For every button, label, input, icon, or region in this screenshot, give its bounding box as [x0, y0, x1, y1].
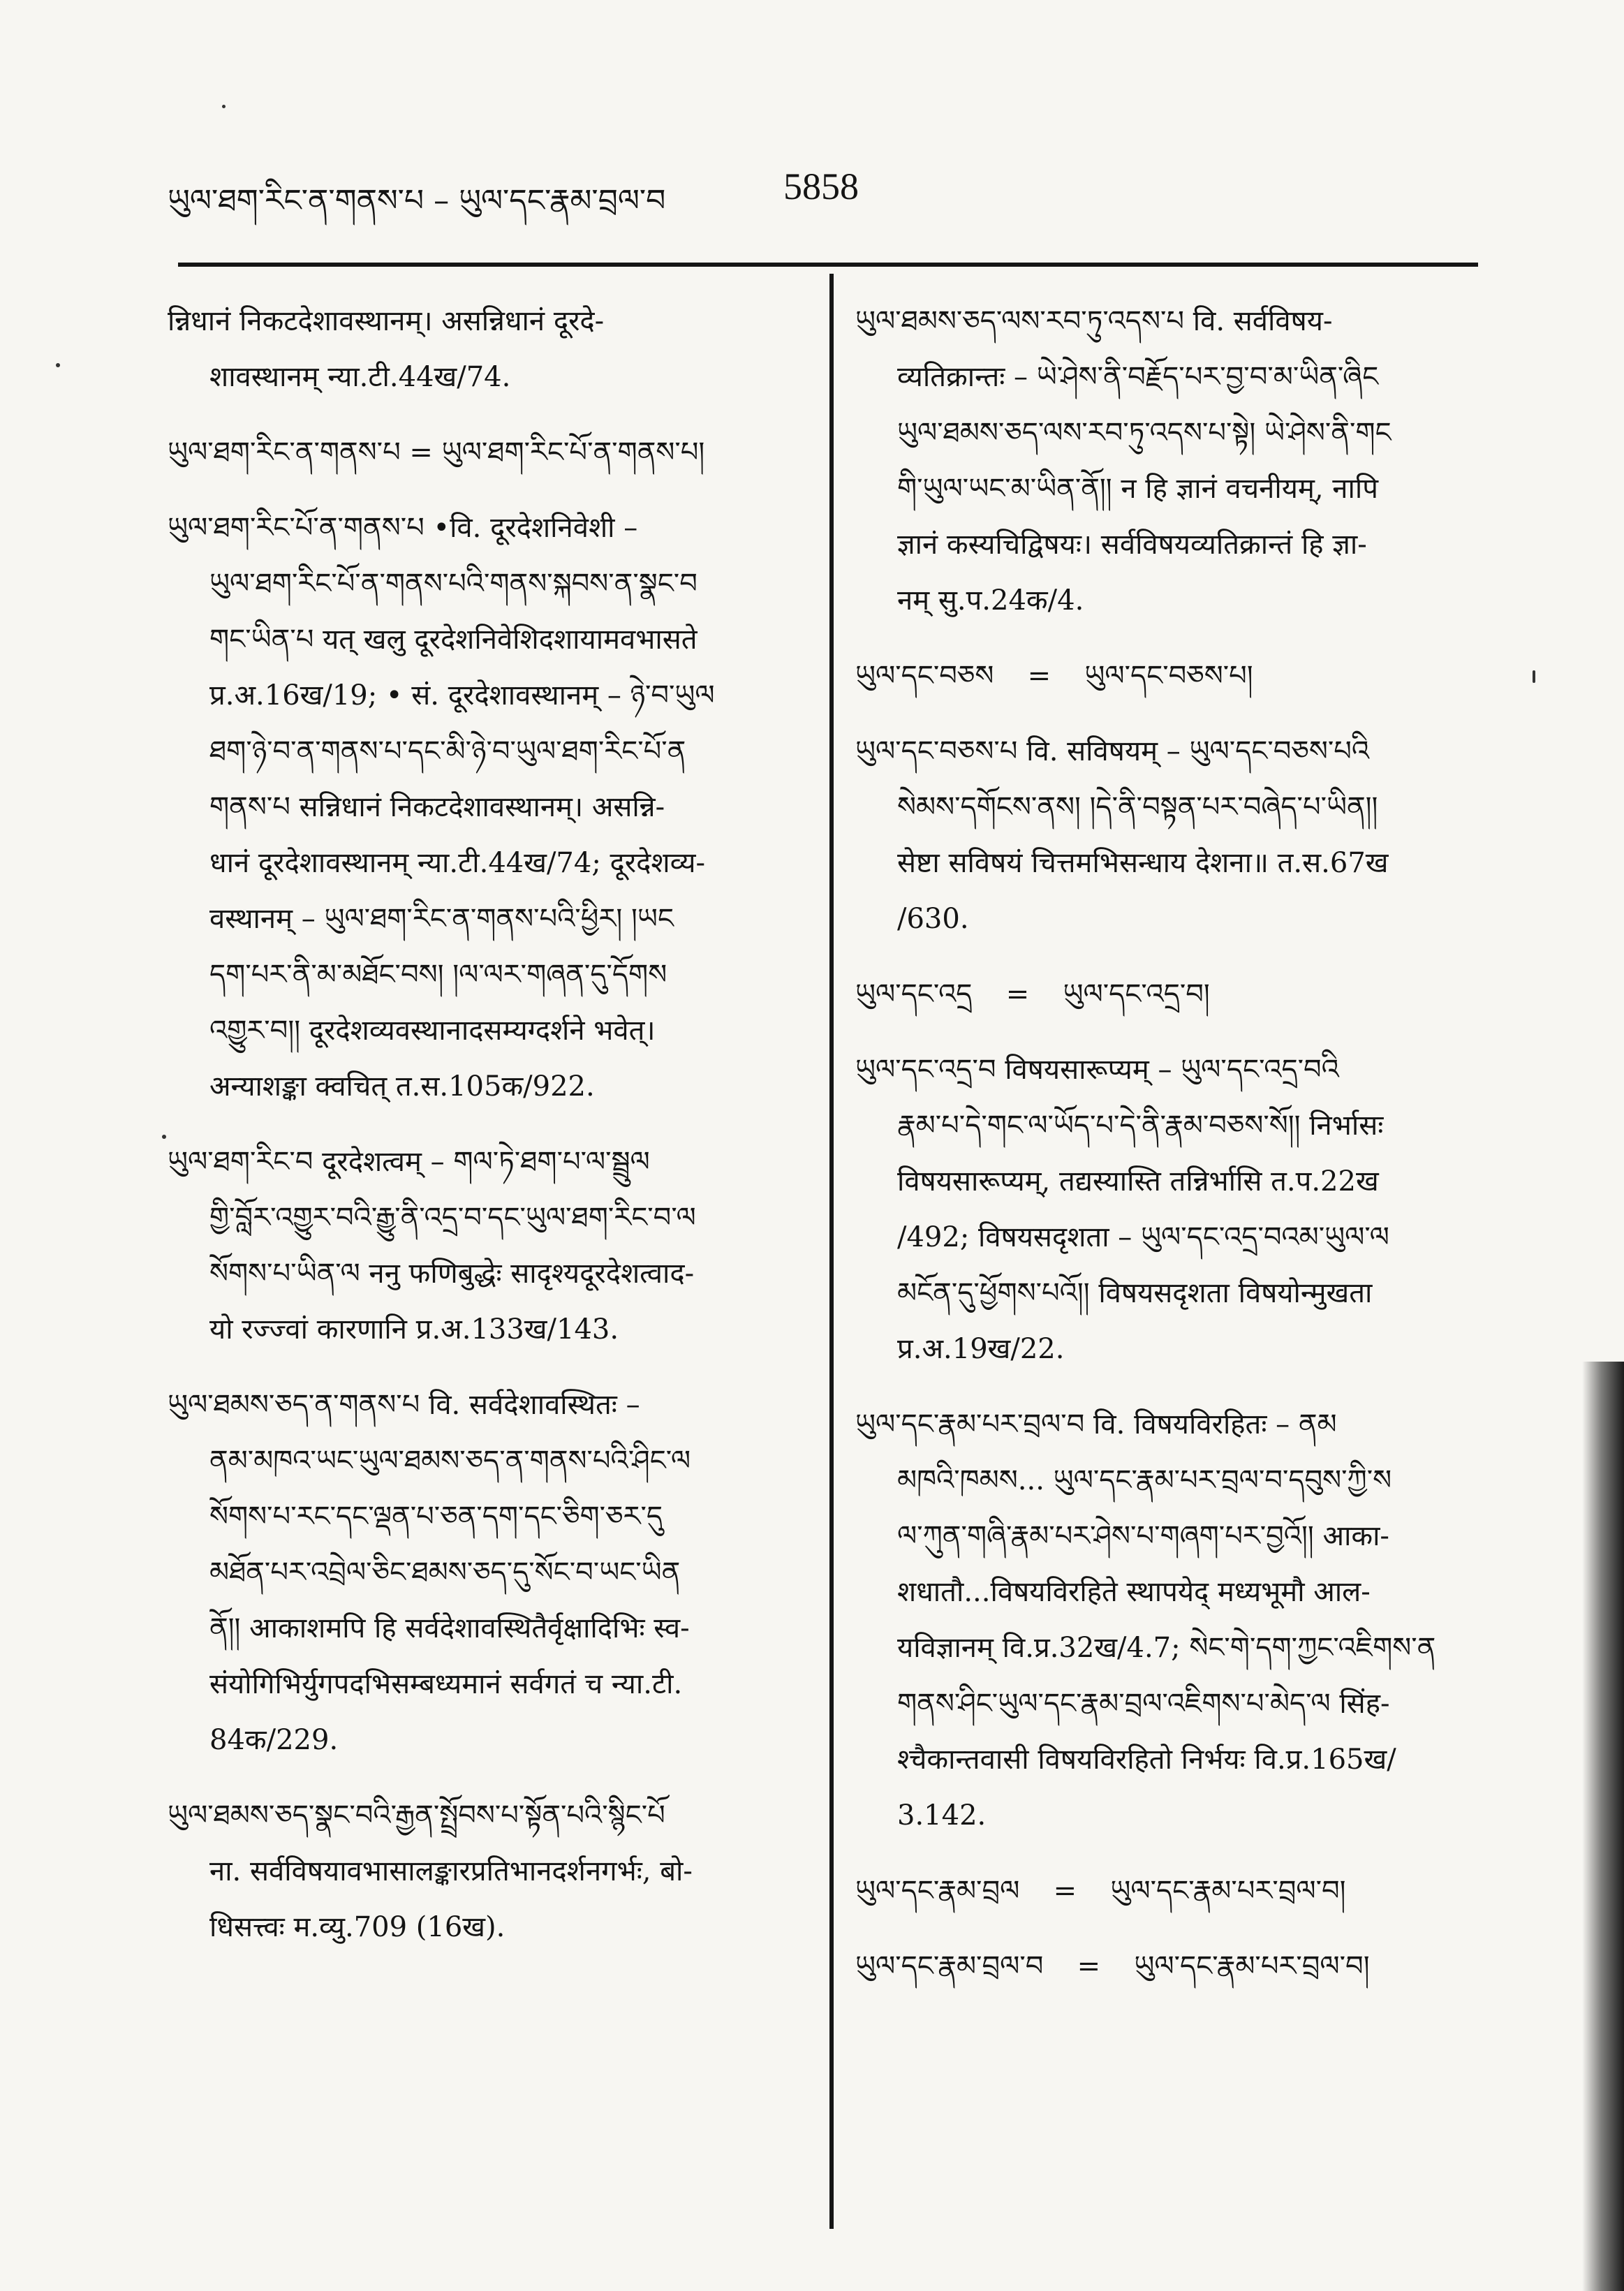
entry-headline: ཡུལ་དང་བཅས་པ वि. सविषयम् – ཡུལ་དང་བཅས་པའི — [855, 735, 1370, 767]
cross-reference — [855, 966, 1484, 1022]
running-head: ཡུལ་ཐག་རིང་ན་གནས་པ – ཡུལ་དང་རྣམ་བྲལ་བ — [168, 183, 666, 219]
entry-equivalent: ཡུལ་དང་རྣམ་པར་བྲལ་བ། — [1134, 1950, 1370, 1982]
entry-line: གནས་ཤིང་ཡུལ་དང་རྣམ་བྲལ་འཇིགས་པ་མེད་ལ सिंह- — [897, 1688, 1390, 1720]
cross-reference — [855, 1938, 1484, 1994]
entry-line: विषयसारूप्यम्, तद्यस्यास्ति तन्निर्भासि त.प.22ख — [897, 1165, 1379, 1198]
entry-line: མངོན་དུ་ཕྱོགས་པའོ།། विषयसदृशता विषयोन्मुखता — [897, 1277, 1373, 1309]
equals-sign: = — [1077, 1950, 1101, 1982]
entry-line: यविज्ञानम् वि.प्र.32ख/4.7; སེང་གེ་དག་ཀྱང་འཇིགས་ན — [897, 1632, 1436, 1664]
scan-speck — [222, 105, 226, 108]
entry-term: ཡུལ་དང་འདྲ — [855, 978, 973, 1010]
scan-edge-shadow — [1582, 1362, 1624, 2291]
entry-line: གྱི་བློར་འགྱུར་བའི་རྒྱུ་ནི་འདྲ་བ་དང་ཡུལ་ཐག་རིང་བ་ལ — [209, 1202, 696, 1234]
entry-line: /630. — [897, 903, 969, 935]
entry-line: ཡུལ་ཐམས་ཅད་ལས་རབ་ཏུ་འདས་པ་སྟེ། ཡེ་ཤེས་ནི་གང — [897, 417, 1392, 449]
dictionary-entry — [855, 1397, 1484, 1843]
dictionary-entry — [168, 1377, 806, 1768]
dictionary-entry — [168, 425, 806, 480]
entry-term: ཡུལ་དང་རྣམ་བྲལ་བ — [855, 1950, 1044, 1982]
entry-line: ནོ།། आकाशमपि हि सर्वदेशावस्थितैर्वृक्षादिभिः स्व- — [209, 1612, 690, 1644]
entry-line: यो रज्ज्वां कारणानि प्र.अ.133ख/143. — [209, 1313, 619, 1346]
cross-reference — [855, 648, 1484, 704]
entry-line: शधातौ...विषयविरहिते स्थापयेद् मध्यभूमौ आल- — [897, 1576, 1371, 1608]
entry-line: གི་ཡུལ་ཡང་མ་ཡིན་ནོ།། न हि ज्ञानं वचनीयम्, नापि — [897, 473, 1378, 505]
dictionary-entry — [855, 293, 1484, 628]
entry-equivalent: ཡུལ་དང་བཅས་པ། — [1084, 660, 1253, 692]
entry-line: ཐག་ཉེ་བ་ན་གནས་པ་དང་མི་ཉེ་བ་ཡུལ་ཐག་རིང་པོ་ན — [209, 735, 686, 767]
entry-line: ལ་ཀུན་གཞི་རྣམ་པར་ཤེས་པ་གཞག་པར་བྱའོ།། आका- — [897, 1520, 1389, 1552]
equals-sign: = — [1053, 1875, 1077, 1907]
entry-headline: ཡུལ་དང་རྣམ་པར་བྲལ་བ वि. विषयविरहितः – ནམ — [855, 1408, 1337, 1441]
entry-line: ना. सर्वविषयावभासालङ्कारप्रतिभानदर्शनगर्भः, बो- — [209, 1855, 693, 1887]
entry-line: 84क/229. — [209, 1724, 339, 1756]
entry-line: संयोगिभिर्युगपदभिसम्बध्यमानं सर्वगतं च न्या.टी. — [209, 1668, 683, 1700]
right-column — [855, 293, 1484, 2014]
entry-headline: ཡུལ་ཐམས་ཅད་སྣང་བའི་རྒྱན་སྤྲོབས་པ་སྟོན་པའི་སྙིང་པོ — [168, 1799, 665, 1832]
header-rule — [178, 263, 1478, 267]
entry-headline: न्निधानं निकटदेशावस्थानम्। असन्निधानं दूरदे- — [168, 305, 605, 337]
entry-line: प्र.अ.16ख/19; • सं. दूरदेशावस्थानम् – ཉེ་བ་ཡུལ — [209, 679, 715, 712]
dictionary-entry — [855, 648, 1484, 704]
entry-line: श्चैकान्तवासी विषयविरहितो निर्भयः वि.प्र.165ख/ — [897, 1744, 1396, 1776]
dictionary-entry — [855, 1042, 1484, 1377]
scan-speck — [162, 1135, 166, 1139]
entry-line: नम् सु.प.24क/4. — [897, 584, 1084, 617]
entry-headline: ཡུལ་ཐམས་ཅད་ལས་རབ་ཏུ་འདས་པ वि. सर्वविषय- — [855, 305, 1333, 337]
entry-line: /492; विषयसदृशता – ཡུལ་དང་འདྲ་བའམ་ཡུལ་ལ — [897, 1221, 1389, 1253]
entry-line: वस्थानम् – ཡུལ་ཐག་རིང་ན་གནས་པའི་ཕྱིར། །ཡང — [209, 903, 674, 935]
dictionary-entry — [855, 966, 1484, 1022]
entry-line: སོགས་པ་ཡིན་ལ ननु फणिबुद्धेः सादृश्यदूरदेशत्वाद- — [209, 1258, 695, 1290]
left-column — [168, 293, 806, 1975]
entry-line: མཐོན་པར་འབྲེལ་ཅིང་ཐམས་ཅད་དུ་སོང་བ་ཡང་ཡིན — [209, 1556, 681, 1589]
entry-line: ज्ञानं कस्यचिद्विषयः। सर्वविषयव्यतिक्रान्तं हि ज्ञा- — [897, 529, 1367, 561]
page-number: 5858 — [783, 165, 859, 207]
scan-speck — [56, 363, 60, 367]
entry-headline: ཡུལ་ཐག་རིང་པོ་ན་གནས་པ •वि. दूरदेशनिवेशी – — [168, 512, 638, 544]
entry-headline: ཡུལ་དང་འདྲ་བ विषयसारूप्यम् – ཡུལ་དང་འདྲ་བའི — [855, 1054, 1339, 1086]
dictionary-entry — [855, 1938, 1484, 1994]
dictionary-entry — [855, 1863, 1484, 1919]
entry-line: གནས་པ सन्निधानं निकटदेशावस्थानम्। असन्नि- — [209, 791, 665, 823]
entry-line: དག་པར་ནི་མ་མཐོང་བས། །ལ་ལར་གཞན་དུ་དོགས — [209, 959, 667, 991]
dictionary-entry — [855, 723, 1484, 947]
entry-line: प्र.अ.19ख/22. — [897, 1333, 1065, 1365]
entry-line: སེམས་དགོངས་ནས། །དེ་ནི་བསྟན་པར་བཞེད་པ་ཡིན།། — [897, 791, 1378, 823]
dictionary-entry — [168, 1788, 806, 1955]
entry-line: རྣམ་པ་དེ་གང་ལ་ཡོད་པ་དེ་ནི་རྣམ་བཅས་སོ།། निर्भासः — [897, 1110, 1384, 1142]
cross-reference — [855, 1863, 1484, 1919]
column-divider — [829, 274, 834, 2229]
entry-line: अन्याशङ्का क्वचित् त.स.105क/922. — [209, 1070, 595, 1103]
entry-line: व्यतिक्रान्तः – ཡེ་ཤེས་ནི་བརྗོད་པར་བྱ་བ་མ་ཡིན་ཞིང — [897, 361, 1379, 393]
entry-line: ཡུལ་ཐག་རིང་པོ་ན་གནས་པའི་གནས་སྐབས་ན་སྣང་བ — [209, 568, 697, 600]
entry-line: धिसत्त्वः म.व्यु.709 (16ख). — [209, 1911, 505, 1943]
entry-headline: ཡུལ་ཐམས་ཅད་ན་གནས་པ वि. सर्वदेशावस्थितः – — [168, 1389, 640, 1421]
entry-line: གང་ཡིན་པ यत् खलु दूरदेशनिवेशिदशायामवभासते — [209, 624, 697, 656]
scan-speck — [1533, 670, 1535, 683]
dictionary-entry — [168, 500, 806, 1114]
dictionary-entry — [168, 1134, 806, 1357]
dictionary-entry — [168, 293, 806, 405]
entry-line: सेष्टा सविषयं चित्तमभिसन्धाय देशना॥ त.स.67ख — [897, 847, 1389, 879]
entry-term: ཡུལ་དང་བཅས — [855, 660, 994, 692]
entry-line: འགྱུར་བ།། दूरदेशव्यवस्थानादसम्यग्दर्शने भवेत्। — [209, 1015, 656, 1047]
entry-line: 3.142. — [897, 1799, 987, 1832]
entry-term: ཡུལ་དང་རྣམ་བྲལ — [855, 1875, 1020, 1907]
equals-sign: = — [1005, 978, 1030, 1010]
entry-line: མཁའི་ཁམས... ཡུལ་དང་རྣམ་པར་བྲལ་བ་དབུས་ཀྱི་ས — [897, 1464, 1392, 1496]
entry-line: སོགས་པ་རང་དང་ལྡན་པ་ཅན་དག་དང་ཅིག་ཅར་དུ — [209, 1501, 663, 1533]
equals-sign: = — [1027, 660, 1051, 692]
entry-headline: ཡུལ་ཐག་རིང་ན་གནས་པ = ཡུལ་ཐག་རིང་པོ་ན་གནས་པ། — [168, 436, 705, 469]
entry-line: शावस्थानम् न्या.टी.44ख/74. — [209, 361, 511, 393]
entry-equivalent: ཡུལ་དང་རྣམ་པར་བྲལ་བ། — [1110, 1875, 1346, 1907]
entry-headline: ཡུལ་ཐག་རིང་བ दूरदेशत्वम् – གལ་ཏེ་ཐག་པ་ལ་སྦྲུལ — [168, 1146, 650, 1178]
entry-equivalent: ཡུལ་དང་འདྲ་བ། — [1063, 978, 1210, 1010]
entry-line: ནམ་མཁའ་ཡང་ཡུལ་ཐམས་ཅད་ན་གནས་པའི་ཤིང་ལ — [209, 1445, 691, 1477]
entry-line: धानं दूरदेशावस्थानम् न्या.टी.44ख/74; दूरदेशव्य- — [209, 847, 705, 879]
